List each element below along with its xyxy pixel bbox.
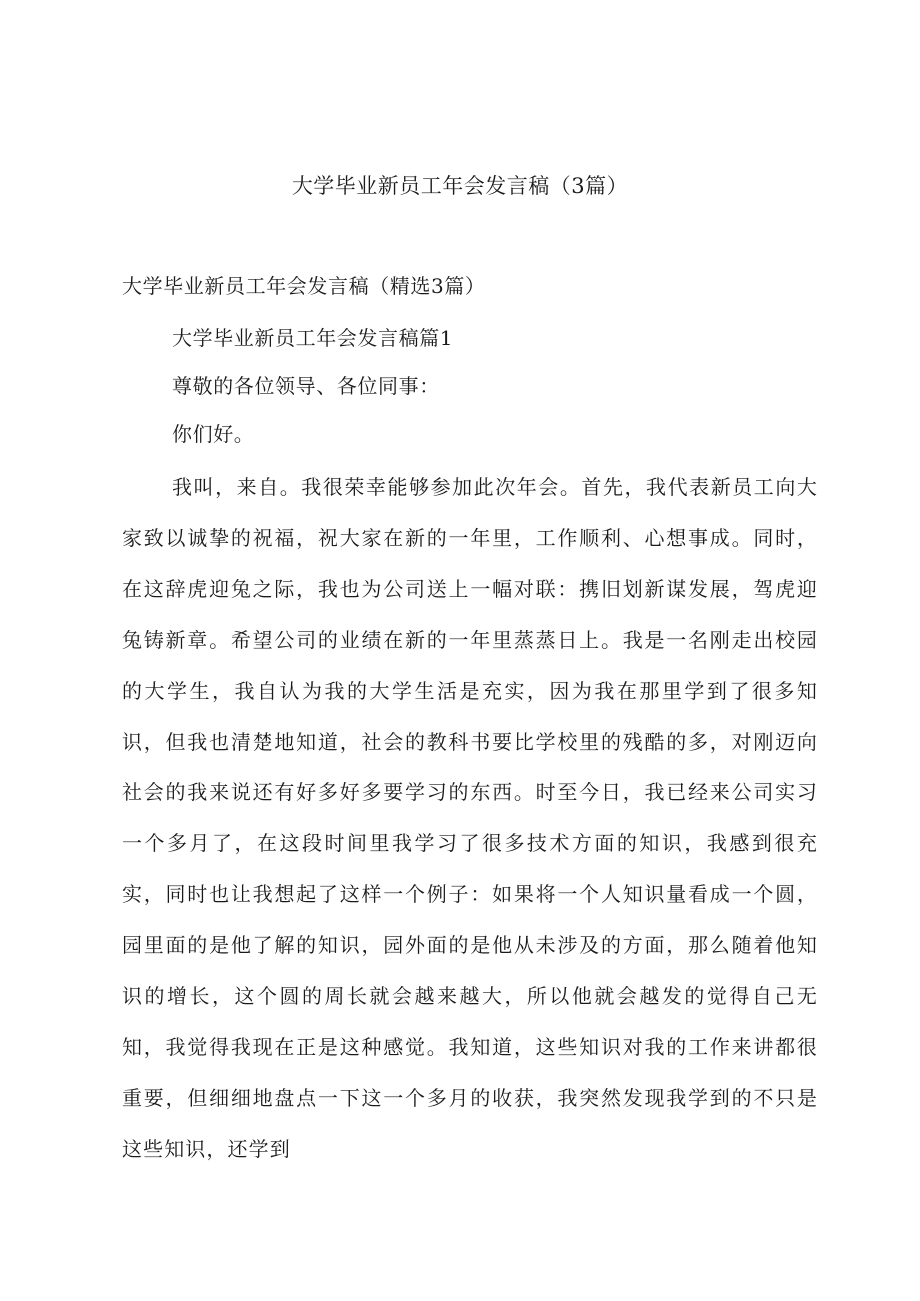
greeting: 你们好。 [172, 422, 255, 446]
document-title: 大学毕业新员工年会发言稿（3篇） [291, 174, 629, 198]
salutation: 尊敬的各位领导、各位同事： [172, 374, 440, 398]
body-paragraph: 我叫，来自。我很荣幸能够参加此次年会。首先，我代表新员工向大家致以诚挚的祝福，祝大家在新的一年里，工作顺利、心想事成。同时，在这辞虎迎兔之际，我也为公司送上一幅对联：携旧划新谋发展，驾虎迎兔铸新章。希望公司的业绩在新的一年里蒸蒸日上。我是一名刚走出校园的大学生，我自认为我的大学生活是充实，因为我在那里学到了很多知识，但我也清楚地知道，社会的教科书要比学校里的残酷的多，对刚迈向社会的我来说还有好多好多要学习的东西。时至今日，我已经来公司实习一个多月了，在这段时间里我学习了很多技术方面的知识，我感到很充实，同时也让我想起了这样一个例子：如果将一个人知识量看成一个圆，园里面的是他了解的知识，园外面的是他从未涉及的方面，那么随着他知识的增长，这个圆的周长就会越来越大，所以他就会越发的觉得自己无知，我觉得我现在正是这种感觉。我知道，这些知识对我的工作来讲都很重要，但细细地盘点一下这一个多月的收获，我突然发现我学到的不只是这些知识，还学到 [122, 475, 818, 1161]
document-subtitle: 大学毕业新员工年会发言稿（精选3篇） [122, 274, 486, 298]
section-heading: 大学毕业新员工年会发言稿篇1 [172, 326, 454, 350]
